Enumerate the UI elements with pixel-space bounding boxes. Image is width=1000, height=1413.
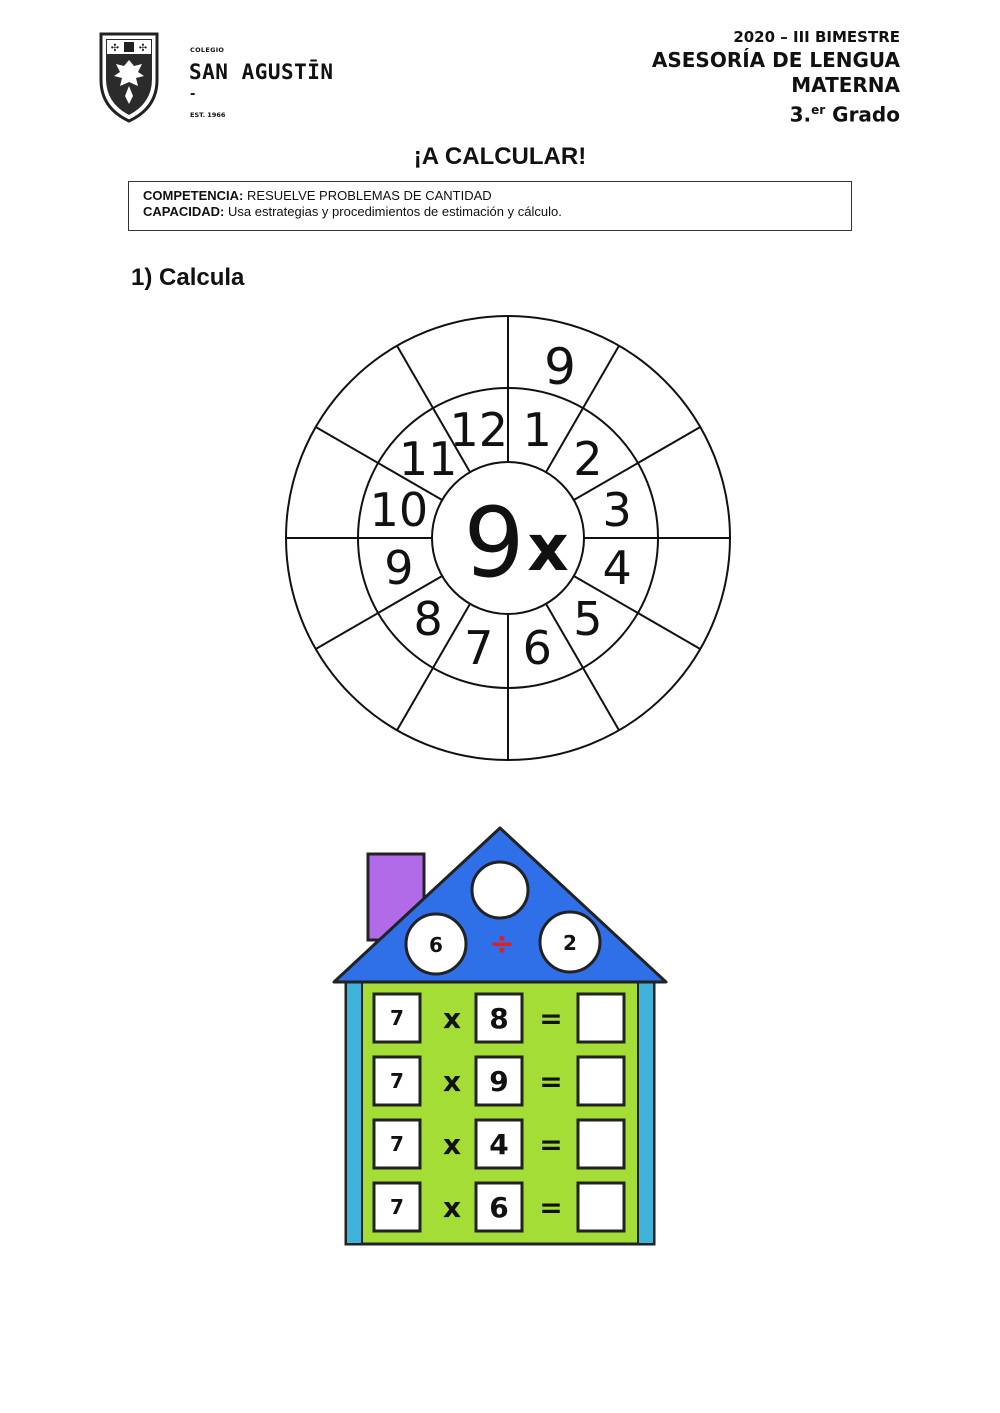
competence-label: COMPETENCIA: [143,188,244,203]
wheel-answer-slot[interactable] [438,336,482,380]
wheel-answer-slot[interactable] [618,384,662,428]
house-exercise [330,824,670,1248]
roof-operator: ÷ [489,927,515,962]
section-label: Calcula [159,264,245,291]
school-prefix: COLEGIO [190,46,225,54]
school-shield-logo [98,30,160,124]
multiply-operator: x [442,1002,462,1036]
equation-row [374,1183,624,1231]
house-right-wall [638,980,654,1244]
capacity-value: Usa estrategias y procedimientos de estimación y cálculo. [228,204,562,219]
wheel-inner-number: 8 [413,591,443,646]
answer-box[interactable] [578,1120,624,1168]
svg-text:✣: ✣ [110,43,120,54]
wheel-answer-slot[interactable] [438,696,482,740]
competence-line [143,188,837,204]
wheel-answer-slot[interactable] [306,564,350,608]
school-established: EST. 1966 [190,111,226,119]
wheel-inner-number: 1 [522,402,552,457]
factor-b: 4 [489,1128,509,1162]
competence-box [128,181,852,231]
wheel-inner-number: 9 [384,541,414,596]
multiply-operator: x [442,1128,462,1162]
period: 2020 – III BIMESTRE [733,28,900,46]
equals-sign: = [539,1065,563,1099]
factor-a: 7 [390,1132,404,1157]
wheel-inner-number: 11 [398,432,458,487]
grade-sup: er [811,103,826,117]
school-dash: - [190,87,196,102]
multiply-operator: x [442,1065,462,1099]
grade [652,98,900,128]
factor-b: 9 [489,1065,509,1099]
wheel-answer-slot[interactable] [618,648,662,692]
area-line-2: MATERNA [791,73,900,97]
header-info [652,26,900,128]
area-line-1: ASESORÍA DE LENGUA [651,48,900,72]
wheel-inner-number: 6 [522,621,552,676]
wheel-answer-slot[interactable] [666,564,710,608]
roof-left-number: 6 [429,933,443,957]
factor-b: 6 [489,1191,509,1225]
capacity-line [143,204,837,220]
grade-word: Grado [832,102,900,127]
wheel-inner-number: 2 [573,432,603,487]
multiply-operator: x [442,1191,462,1225]
wheel-answer-slot[interactable] [534,696,578,740]
wheel-answer-slot[interactable] [354,648,398,692]
house-left-wall [346,980,362,1244]
equals-sign: = [539,1128,563,1162]
wheel-inner-number: 12 [449,402,509,457]
factor-a: 7 [390,1195,404,1220]
equation-row [374,1120,624,1168]
factor-b: 8 [489,1002,509,1036]
roof-answer-circle[interactable] [472,862,528,918]
factor-a: 7 [390,1069,404,1094]
wheel-answer-slot[interactable] [354,384,398,428]
multiplication-wheel [284,314,732,762]
wheel-center-operator: x [527,512,569,586]
wheel-inner-number: 5 [573,591,603,646]
school-name: SAN AGUSTĪN [189,60,334,84]
answer-box[interactable] [578,1183,624,1231]
factor-a: 7 [390,1006,404,1031]
equals-sign: = [539,1002,563,1036]
wheel-center-number: 9 [463,487,525,599]
equation-row [374,1057,624,1105]
wheel-inner-number: 10 [369,482,429,537]
grade-prefix: 3. [789,102,812,127]
competence-value: RESUELVE PROBLEMAS DE CANTIDAD [247,188,492,203]
wheel-answer-slot[interactable] [306,468,350,512]
section-heading [131,264,244,292]
answer-box[interactable] [578,994,624,1042]
wheel-answer-slot[interactable] [666,468,710,512]
capacity-label: CAPACIDAD: [143,204,225,219]
equals-sign: = [539,1191,563,1225]
wheel-inner-number: 7 [464,621,494,676]
roof-right-number: 2 [563,931,577,955]
equation-row [374,994,624,1042]
svg-text:✣: ✣ [138,43,148,54]
page-title: ¡A CALCULAR! [413,143,587,170]
wheel-inner-number: 3 [602,482,632,537]
answer-box[interactable] [578,1057,624,1105]
wheel-outer-given-number: 9 [544,338,576,396]
wheel-inner-number: 4 [602,541,632,596]
section-number: 1) [131,264,153,291]
